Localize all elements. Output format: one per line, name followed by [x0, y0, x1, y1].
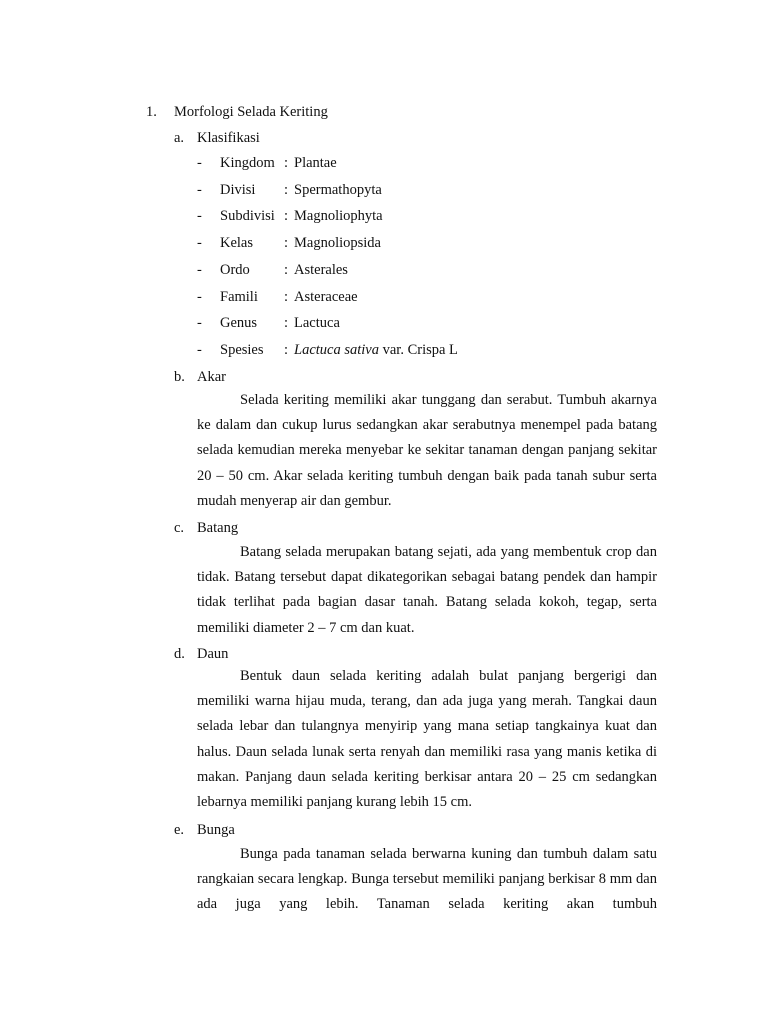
species-name-italic: Lactuca sativa [294, 342, 379, 358]
classification-key: Spesies [220, 342, 264, 358]
classification-separator: : [284, 235, 289, 251]
classification-value: Magnoliophyta [294, 208, 383, 224]
paragraph-akar: Selada keriting memiliki akar tunggang dan serabut. Tumbuh akarnya ke dalam dan cukup lurus sedangkan akar serabutnya menempel pada batang selada kemudian mereka menyebar ke sekitar tanaman dengan panjang sekitar 20 – 50 cm. Akar selada keriting tumbuh dengan baik pada tanah subur serta mudah menyerap air dan gembur. [197, 392, 657, 509]
classification-key: Famili [220, 289, 258, 305]
subsection-title-daun: Daun [197, 646, 229, 662]
species-variety: var. Crispa L [378, 342, 458, 358]
subsection-title-batang: Batang [197, 520, 239, 536]
classification-separator: : [284, 315, 289, 331]
paragraph-bunga: Bunga pada tanaman selada berwarna kuning dan tumbuh dalam satu rangkaian secara lengkap. Bunga tersebut memiliki panjang berkisar 8 mm dan ada juga yang lebih. Tanaman selada keriting akan tumbuh [197, 846, 657, 913]
classification-separator: : [284, 182, 289, 198]
classification-key: Divisi [220, 182, 256, 198]
classification-separator: : [284, 289, 289, 305]
classification-value: Asterales [294, 262, 348, 278]
classification-value: Spermathopyta [294, 182, 382, 198]
list-dash: - [197, 289, 202, 305]
classification-key: Kingdom [220, 155, 275, 171]
list-dash: - [197, 262, 202, 278]
classification-separator: : [284, 262, 289, 278]
subsection-title-akar: Akar [197, 369, 226, 385]
section-title: Morfologi Selada Keriting [174, 104, 328, 120]
classification-value: Asteraceae [294, 289, 358, 305]
list-dash: - [197, 315, 202, 331]
list-dash: - [197, 182, 202, 198]
paragraph-daun: Bentuk daun selada keriting adalah bulat panjang bergerigi dan memiliki warna hijau muda, terang, dan ada juga yang merah. Tangkai daun selada lebar dan tulangnya menyirip yang mana setiap tangkainya kuat dan halus. Daun selada lunak serta renyah dan memiliki rasa yang manis ketika di makan. Panjang daun selada keriting berkisar antara 20 – 25 cm sedangkan lebarnya memiliki panjang kurang lebih 15 cm. [197, 668, 657, 811]
classification-separator: : [284, 155, 289, 171]
paragraph-batang: Batang selada merupakan batang sejati, ada yang membentuk crop dan tidak. Batang tersebut dapat dikategorikan sebagai batang pendek dan hampir tidak terlihat pada bagian dasar tanah. Batang selada kokoh, tegap, serta memiliki diameter 2 – 7 cm dan kuat. [197, 544, 657, 636]
subsection-letter-c: c. [174, 520, 185, 536]
subsection-title-klasifikasi: Klasifikasi [197, 130, 260, 146]
classification-value: Lactuca [294, 315, 340, 331]
classification-separator: : [284, 342, 289, 358]
subsection-letter-e: e. [174, 822, 185, 838]
classification-value [294, 342, 458, 359]
list-dash: - [197, 155, 202, 171]
list-dash: - [197, 208, 202, 224]
classification-value: Plantae [294, 155, 337, 171]
classification-key: Ordo [220, 262, 250, 278]
classification-separator: : [284, 208, 289, 224]
subsection-title-bunga: Bunga [197, 822, 235, 838]
classification-key: Subdivisi [220, 208, 275, 224]
list-dash: - [197, 342, 202, 358]
classification-key: Genus [220, 315, 258, 331]
classification-value: Magnoliopsida [294, 235, 381, 251]
subsection-letter-b: b. [174, 369, 185, 385]
subsection-letter-a: a. [174, 130, 185, 146]
section-number: 1. [146, 104, 157, 120]
subsection-letter-d: d. [174, 646, 185, 662]
classification-key: Kelas [220, 235, 254, 251]
list-dash: - [197, 235, 202, 251]
